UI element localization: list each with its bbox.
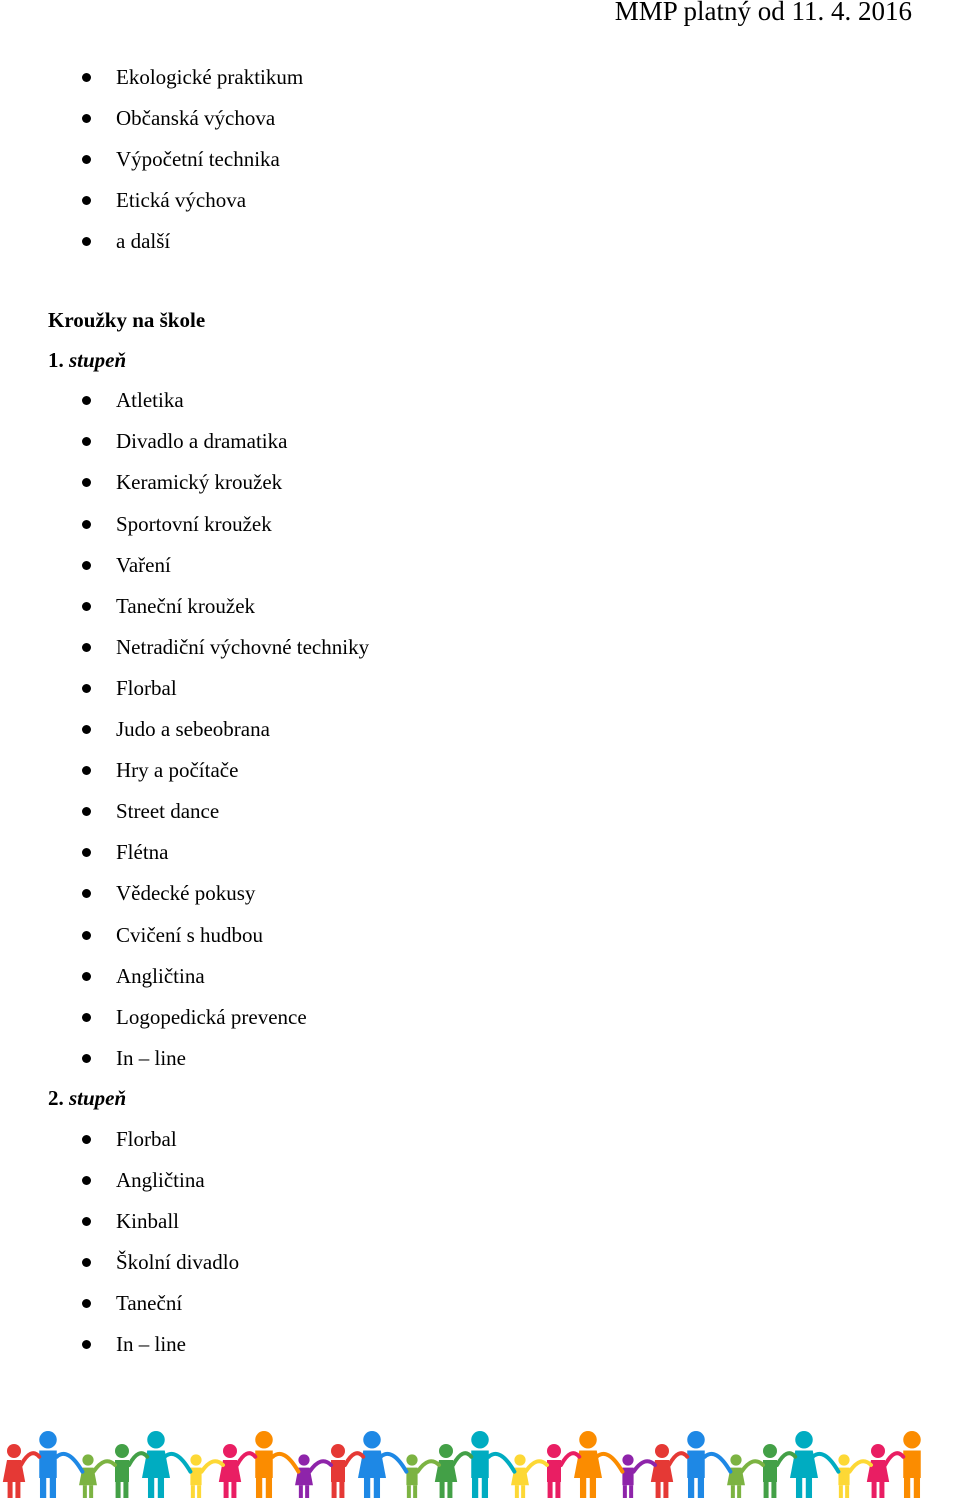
- bullet-icon: [82, 807, 91, 816]
- list-item: Florbal: [116, 673, 177, 703]
- joined-hands-icon: [669, 1453, 687, 1465]
- list-item: Hry a počítače: [116, 755, 238, 785]
- joined-hands-icon: [310, 1461, 331, 1471]
- child-figure-icon: [358, 1431, 386, 1498]
- child-figure-icon: [903, 1431, 921, 1498]
- child-figure-icon: [115, 1444, 129, 1498]
- joined-hands-icon: [273, 1454, 299, 1472]
- section-title: Kroužky na škole: [48, 308, 206, 332]
- child-figure-icon: [687, 1431, 705, 1498]
- list-item: Vědecké pokusy: [116, 878, 255, 908]
- joined-hands-icon: [418, 1461, 439, 1471]
- children-banner-footer: [0, 1418, 960, 1501]
- child-figure-icon: [331, 1444, 345, 1498]
- list-item: Logopedická prevence: [116, 1002, 307, 1032]
- stage2-heading: 2. stupeň: [48, 1086, 127, 1110]
- child-figure-icon: [727, 1454, 745, 1498]
- joined-hands-icon: [526, 1461, 547, 1471]
- bullet-icon: [82, 972, 91, 981]
- joined-hands-icon: [777, 1453, 795, 1465]
- bullet-icon: [82, 684, 91, 693]
- bullet-icon: [82, 155, 91, 164]
- bullet-icon: [82, 1299, 91, 1308]
- bullet-icon: [82, 437, 91, 446]
- bullet-icon: [82, 520, 91, 529]
- list-item: Angličtina: [116, 1165, 205, 1195]
- joined-hands-icon: [94, 1461, 115, 1471]
- child-figure-icon: [763, 1444, 777, 1498]
- bullet-icon: [82, 561, 91, 570]
- child-figure-icon: [547, 1444, 561, 1498]
- joined-hands-icon: [57, 1454, 83, 1472]
- list-item: Keramický kroužek: [116, 467, 282, 497]
- list-item: Sportovní kroužek: [116, 509, 272, 539]
- joined-hands-icon: [705, 1454, 731, 1472]
- child-figure-icon: [3, 1444, 25, 1498]
- list-item: Ekologické praktikum: [116, 62, 303, 92]
- joined-hands-icon: [850, 1461, 871, 1471]
- list-item: Školní divadlo: [116, 1247, 239, 1277]
- list-item: Vaření: [116, 550, 171, 580]
- joined-hands-icon: [381, 1454, 407, 1472]
- child-figure-icon: [790, 1431, 818, 1498]
- joined-hands-icon: [742, 1461, 763, 1471]
- child-figure-icon: [435, 1444, 457, 1498]
- child-figure-icon: [471, 1431, 489, 1498]
- joined-hands-icon: [634, 1461, 655, 1471]
- list-item: Výpočetní technika: [116, 144, 280, 174]
- joined-hands-icon: [237, 1453, 255, 1465]
- list-item: a další: [116, 226, 170, 256]
- list-item: Etická výchova: [116, 185, 246, 215]
- bullet-icon: [82, 396, 91, 405]
- joined-hands-icon: [885, 1453, 903, 1465]
- list-item: Judo a sebeobrana: [116, 714, 270, 744]
- bullet-icon: [82, 889, 91, 898]
- joined-hands-icon: [597, 1454, 623, 1472]
- list-item: Cvičení s hudbou: [116, 920, 263, 950]
- bullet-icon: [82, 1340, 91, 1349]
- child-figure-icon: [190, 1454, 201, 1498]
- child-figure-icon: [79, 1454, 97, 1498]
- list-item: In – line: [116, 1043, 186, 1073]
- bullet-icon: [82, 1176, 91, 1185]
- list-item: Taneční kroužek: [116, 591, 255, 621]
- child-figure-icon: [255, 1431, 273, 1498]
- joined-hands-icon: [813, 1454, 839, 1472]
- child-figure-icon: [622, 1454, 633, 1498]
- bullet-icon: [82, 478, 91, 487]
- list-item: Atletika: [116, 385, 184, 415]
- child-figure-icon: [219, 1444, 241, 1498]
- joined-hands-icon: [345, 1453, 363, 1465]
- bullet-icon: [82, 1135, 91, 1144]
- bullet-icon: [82, 848, 91, 857]
- list-item: Flétna: [116, 837, 169, 867]
- child-figure-icon: [574, 1431, 602, 1498]
- child-figure-icon: [651, 1444, 673, 1498]
- bullet-icon: [82, 114, 91, 123]
- joined-hands-icon: [489, 1454, 515, 1472]
- child-figure-icon: [39, 1431, 57, 1498]
- bullet-icon: [82, 1013, 91, 1022]
- bullet-icon: [82, 602, 91, 611]
- list-item: Angličtina: [116, 961, 205, 991]
- child-figure-icon: [295, 1454, 313, 1498]
- joined-hands-icon: [165, 1454, 191, 1472]
- bullet-icon: [82, 1217, 91, 1226]
- joined-hands-icon: [21, 1453, 39, 1465]
- joined-hands-icon: [561, 1453, 579, 1465]
- list-item: Divadlo a dramatika: [116, 426, 287, 456]
- bullet-icon: [82, 237, 91, 246]
- joined-hands-icon: [129, 1453, 147, 1465]
- stage1-heading: 1. stupeň: [48, 348, 127, 372]
- child-figure-icon: [406, 1454, 417, 1498]
- list-item: Netradiční výchovné techniky: [116, 632, 369, 662]
- page-header: MMP platný od 11. 4. 2016: [614, 0, 912, 26]
- joined-hands-icon: [453, 1453, 471, 1465]
- bullet-icon: [82, 73, 91, 82]
- child-figure-icon: [511, 1454, 529, 1498]
- list-item: In – line: [116, 1329, 186, 1359]
- child-figure-icon: [867, 1444, 889, 1498]
- bullet-icon: [82, 643, 91, 652]
- list-item: Kinball: [116, 1206, 179, 1236]
- list-item: Občanská výchova: [116, 103, 275, 133]
- bullet-icon: [82, 766, 91, 775]
- bullet-icon: [82, 1054, 91, 1063]
- list-item: Street dance: [116, 796, 219, 826]
- bullet-icon: [82, 196, 91, 205]
- child-figure-icon: [142, 1431, 170, 1498]
- list-item: Taneční: [116, 1288, 182, 1318]
- joined-hands-icon: [202, 1461, 223, 1471]
- bullet-icon: [82, 1258, 91, 1267]
- bullet-icon: [82, 931, 91, 940]
- bullet-icon: [82, 725, 91, 734]
- list-item: Florbal: [116, 1124, 177, 1154]
- child-figure-icon: [838, 1454, 849, 1498]
